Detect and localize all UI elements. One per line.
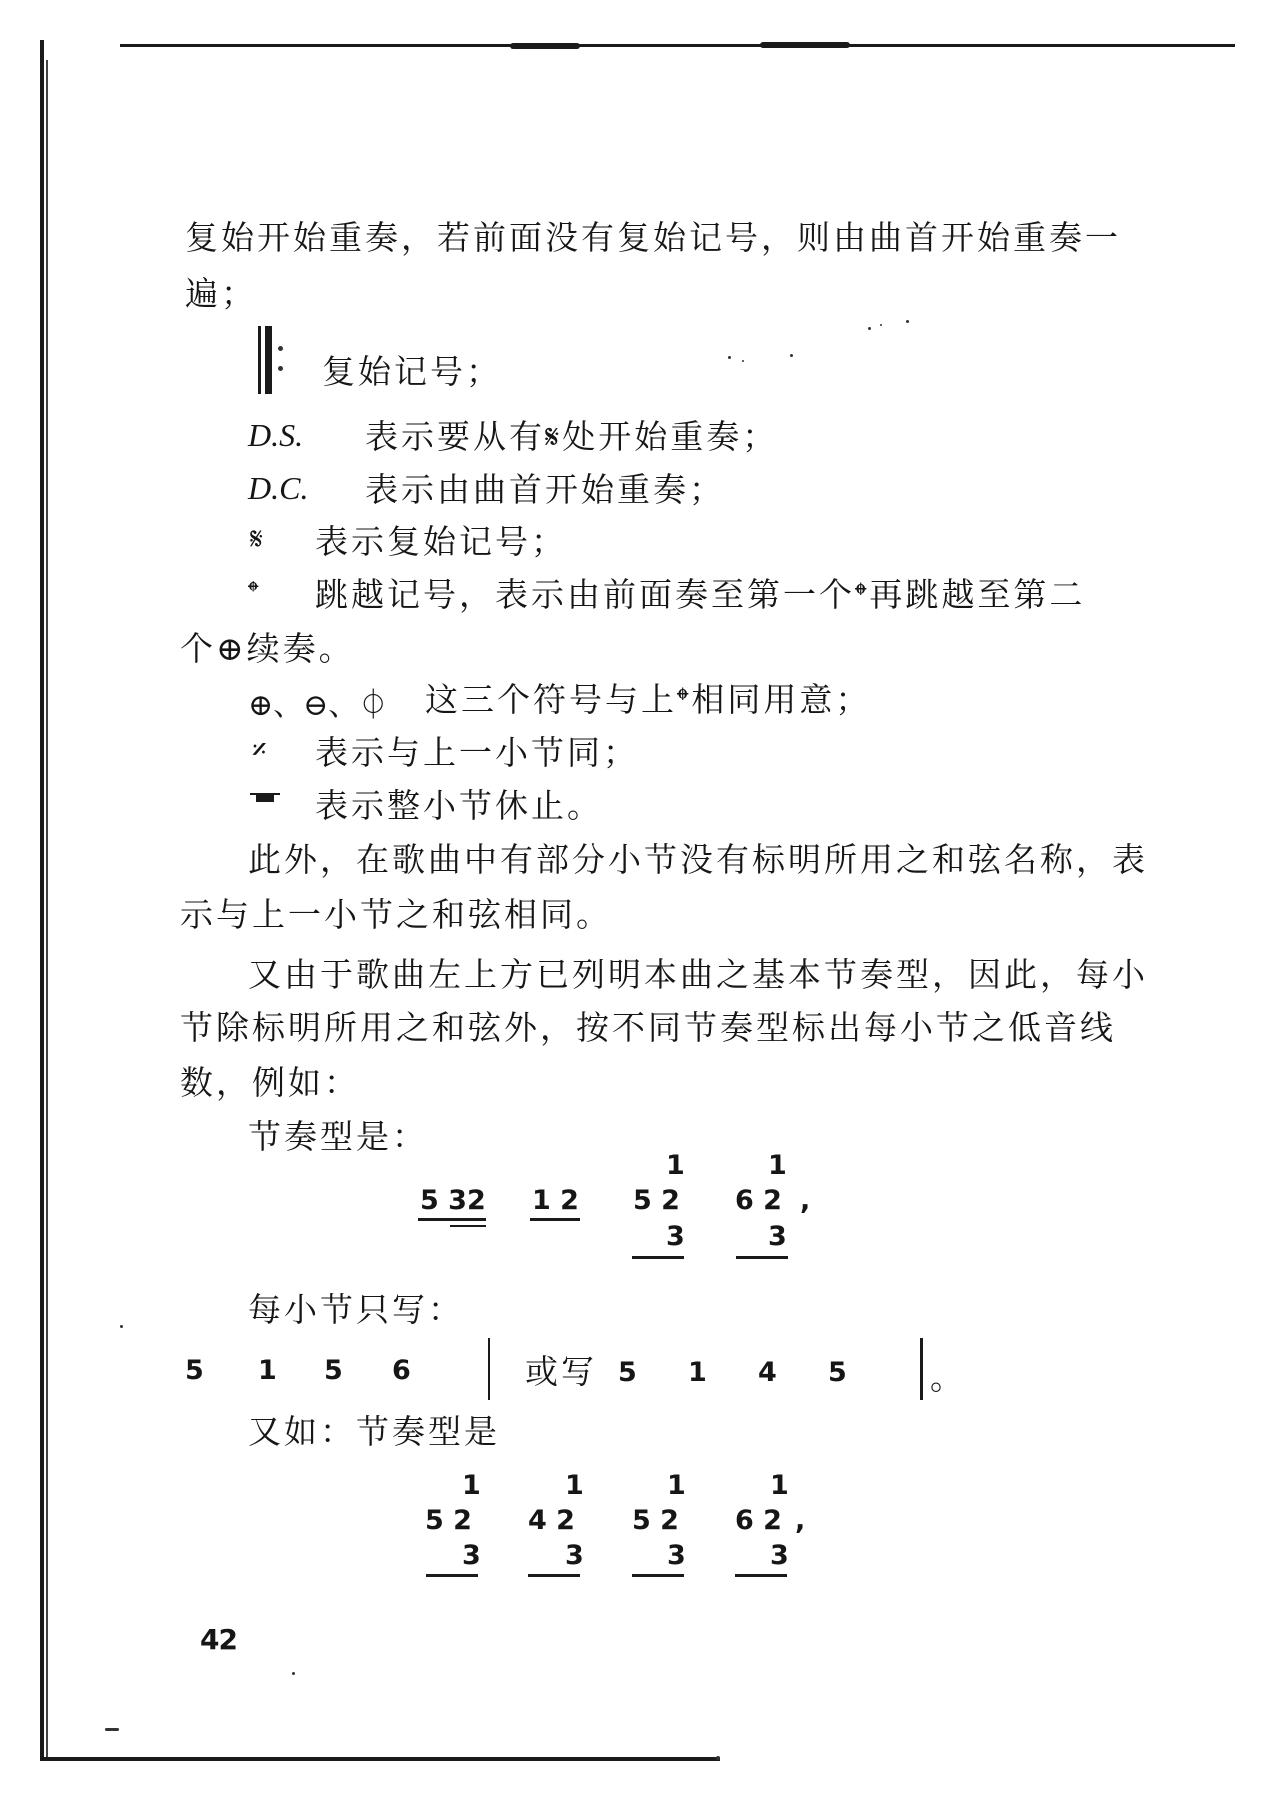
scan-speck [742, 360, 744, 362]
bass-note: 5 [828, 1357, 847, 1388]
underline [736, 1256, 788, 1259]
symbol-desc: 表示要从有𝄋处开始重奏； [365, 417, 779, 456]
bass-note: 6 [392, 1355, 411, 1386]
note-group: 4 2 [528, 1505, 575, 1536]
bar-label: 每小节只写： [248, 1290, 464, 1329]
scan-speck [880, 324, 882, 326]
end-comma: , [795, 1505, 806, 1536]
repeat-start-sign [258, 326, 288, 394]
scan-speck [292, 1672, 295, 1675]
bar-repeat-icon: 𝄎 [252, 733, 267, 768]
rhythm-label: 节奏型是： [248, 1117, 428, 1156]
chord-top: 1 [666, 1150, 685, 1181]
symbol-desc: 表示由曲首开始重奏； [365, 470, 725, 509]
chord-bottom: 3 [565, 1540, 584, 1571]
chord-top: 1 [770, 1470, 789, 1501]
paragraph-line: 数，例如： [180, 1063, 360, 1102]
scan-speck [790, 354, 793, 357]
underline [528, 1574, 580, 1577]
chord-bottom: 3 [768, 1221, 787, 1252]
chord-bottom: 3 [666, 1221, 685, 1252]
chord-top: 1 [667, 1470, 686, 1501]
paragraph-line: 此外，在歌曲中有部分小节没有标明所用之和弦名称，表 [248, 840, 1148, 879]
end-comma: , [800, 1185, 811, 1216]
note-group: 5 2 [425, 1505, 472, 1536]
underline [530, 1218, 580, 1221]
end-mark: 。 [930, 1358, 966, 1397]
paragraph-line: 遍； [185, 274, 257, 313]
symbol-desc: 复始记号； [322, 352, 502, 391]
whole-rest-icon [250, 793, 280, 805]
underline [450, 1225, 486, 1227]
bass-note: 1 [688, 1357, 707, 1388]
left-binding-edge [40, 40, 44, 1760]
chord-bottom: 3 [770, 1540, 789, 1571]
top-rule-thick [510, 43, 580, 49]
scan-speck [120, 1325, 123, 1328]
note-group: 6 2 [735, 1185, 782, 1216]
barline [920, 1338, 923, 1400]
symbol-desc: 这三个符号与上𝄌相同用意； [425, 680, 872, 719]
paragraph-line: 节除标明所用之和弦外，按不同节奏型标出每小节之低音线 [180, 1008, 1116, 1047]
note-group: 6 2 [735, 1505, 782, 1536]
chord-top: 1 [565, 1470, 584, 1501]
symbol-desc: 表示复始记号； [315, 522, 567, 561]
chord-top: 1 [768, 1150, 787, 1181]
bass-note: 5 [185, 1355, 204, 1386]
note-group: 5 2 [633, 1185, 680, 1216]
scan-speck [728, 356, 731, 359]
coda-icon: 𝄌 [248, 575, 259, 610]
underline [632, 1256, 684, 1259]
paragraph-line: 示与上一小节之和弦相同。 [180, 895, 612, 934]
note-group: 5 2 [632, 1505, 679, 1536]
left-binding-edge-2 [46, 60, 48, 1760]
underline [735, 1574, 787, 1577]
top-rule-thick-2 [760, 42, 850, 48]
bass-note: 5 [324, 1355, 343, 1386]
chord-bottom: 3 [667, 1540, 686, 1571]
underline [426, 1574, 478, 1577]
symbol-label: D.S. [248, 417, 304, 453]
symbol-desc: 表示与上一小节同； [315, 733, 639, 772]
rhythm-label: 又如：节奏型是 [248, 1412, 500, 1451]
symbol-label: D.C. [248, 470, 309, 506]
bottom-rule [40, 1757, 720, 1761]
coda-variants-icon: ⊕、⊖、⏀ [248, 688, 389, 723]
chord-top: 1 [462, 1470, 481, 1501]
symbol-desc: 表示整小节休止。 [315, 786, 603, 825]
scan-speck [868, 327, 871, 330]
underline [632, 1574, 684, 1577]
page-number: 42 [200, 1623, 237, 1656]
note-group: 1 2 [532, 1185, 579, 1216]
paragraph-line: 复始开始重奏，若前面没有复始记号，则由曲首开始重奏一 [185, 218, 1121, 257]
scan-speck [906, 320, 909, 323]
top-rule [120, 44, 1235, 47]
segno-icon: 𝄋 [250, 522, 263, 557]
underline [418, 1218, 486, 1221]
scan-speck [105, 1728, 119, 1731]
or-write-label: 或写 [525, 1352, 597, 1391]
paragraph-line: 又由于歌曲左上方已列明本曲之基本节奏型，因此，每小 [248, 955, 1148, 994]
bass-note: 5 [618, 1357, 637, 1388]
bass-note: 4 [758, 1357, 777, 1388]
bass-note: 1 [258, 1355, 277, 1386]
barline [488, 1338, 490, 1400]
chord-bottom: 3 [462, 1540, 481, 1571]
note-group: 5 32 [420, 1185, 486, 1216]
symbol-desc: 跳越记号，表示由前面奏至第一个𝄌再跳越至第二 [315, 575, 1086, 614]
symbol-desc-cont: 个⊕续奏。 [180, 629, 355, 668]
scan-speck [716, 1756, 720, 1760]
